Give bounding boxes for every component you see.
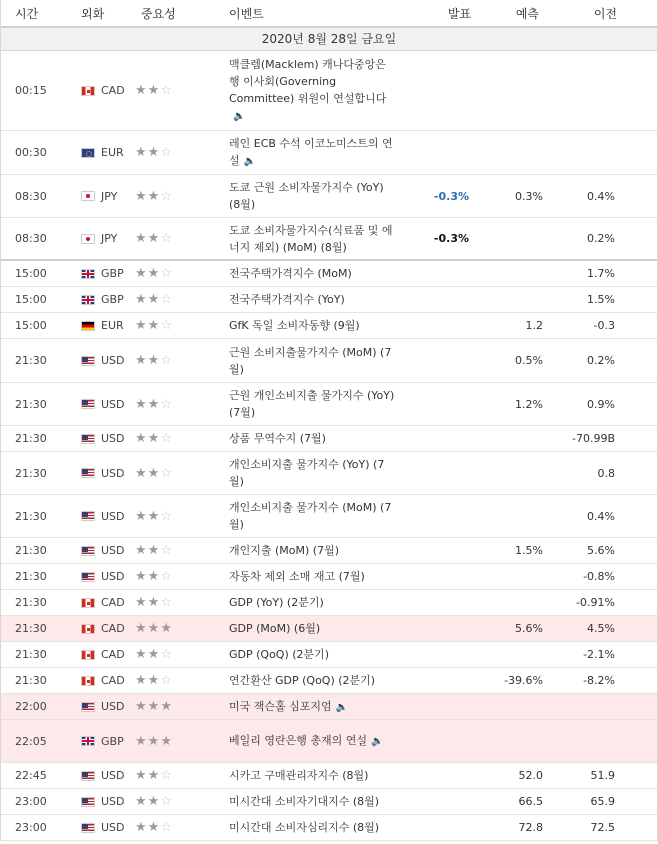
star-icon: ★ xyxy=(160,699,173,714)
flag-icon xyxy=(81,546,95,556)
table-row[interactable] xyxy=(1,218,657,261)
star-icon: ★ xyxy=(147,145,161,160)
star-icon: ★ xyxy=(135,353,148,368)
star-icon: ★ xyxy=(147,353,161,368)
star-icon: ★ xyxy=(135,188,148,204)
event-forecast: -39.6% xyxy=(504,674,543,687)
table-row[interactable] xyxy=(1,789,657,815)
flag-icon xyxy=(81,321,95,331)
importance-stars xyxy=(129,570,217,583)
star-icon: ★ xyxy=(135,318,148,333)
event-title[interactable]: 개인소비지출 물가지수 (YoY) (7월) xyxy=(229,458,385,488)
star-icon: ★ xyxy=(147,292,161,307)
event-time: 23:00 xyxy=(15,821,47,834)
currency-code: USD xyxy=(101,509,125,523)
star-icon: ☆ xyxy=(160,508,173,524)
event-name[interactable] xyxy=(217,620,401,637)
currency-code: USD xyxy=(101,821,125,834)
event-previous: -0.91% xyxy=(576,596,615,609)
star-icon: ★ xyxy=(135,794,148,809)
importance-stars xyxy=(129,432,217,445)
event-time: 15:00 xyxy=(15,319,47,332)
table-row[interactable] xyxy=(1,287,657,313)
event-name[interactable] xyxy=(217,179,401,213)
currency-code: CAD xyxy=(101,622,125,635)
event-time: 21:30 xyxy=(15,544,47,557)
flag-icon xyxy=(81,736,95,746)
star-icon: ★ xyxy=(135,595,148,610)
importance-stars xyxy=(129,674,217,687)
star-icon: ★ xyxy=(135,768,148,783)
importance-stars xyxy=(129,232,217,245)
table-row[interactable] xyxy=(1,495,657,538)
star-icon: ★ xyxy=(160,733,173,749)
event-name[interactable] xyxy=(217,672,401,689)
event-previous: 65.9 xyxy=(590,795,615,808)
event-name[interactable] xyxy=(217,222,401,256)
event-currency xyxy=(67,544,129,557)
currency-code: JPY xyxy=(101,232,118,245)
event-currency xyxy=(67,596,129,609)
star-icon: ★ xyxy=(135,465,148,481)
event-previous: -2.1% xyxy=(583,648,615,661)
currency-code: USD xyxy=(101,397,125,411)
star-icon: ★ xyxy=(135,699,148,714)
star-icon: ☆ xyxy=(160,145,173,160)
importance-stars xyxy=(129,769,217,782)
event-name[interactable] xyxy=(217,542,401,559)
event-currency xyxy=(67,821,129,834)
star-icon: ★ xyxy=(135,266,148,281)
event-currency xyxy=(67,795,129,808)
star-icon: ★ xyxy=(160,621,173,636)
header-forecast[interactable]: 예측 xyxy=(515,6,539,21)
header-previous[interactable]: 이전 xyxy=(593,6,617,21)
star-icon: ☆ xyxy=(160,768,173,783)
star-icon: ★ xyxy=(147,231,161,246)
star-icon: ★ xyxy=(147,820,161,835)
event-title[interactable]: 맥클렘(Macklem) 캐나다중앙은행 이사회(Governing Committee) 위원이 연설합니다 xyxy=(229,58,387,105)
event-title[interactable]: 베일리 영란은행 총재의 연설 xyxy=(229,734,368,747)
event-currency xyxy=(67,354,129,367)
importance-stars xyxy=(129,398,217,411)
event-previous: -0.3 xyxy=(593,319,615,332)
table-row[interactable] xyxy=(1,339,657,383)
event-time: 21:30 xyxy=(15,354,47,367)
event-previous: 1.5% xyxy=(587,293,615,306)
table-header xyxy=(1,0,657,28)
event-title[interactable]: 근원 소비지출물가지수 (MoM) (7월) xyxy=(229,345,392,376)
star-icon: ☆ xyxy=(160,543,173,558)
event-currency xyxy=(67,84,129,97)
star-icon: ★ xyxy=(147,647,161,662)
star-icon: ★ xyxy=(135,231,148,246)
star-icon: ★ xyxy=(135,820,148,835)
flag-icon xyxy=(81,399,95,409)
event-title[interactable]: GfK 독일 소비자동향 (9월) xyxy=(229,319,360,332)
star-icon: ☆ xyxy=(160,647,173,662)
currency-code: USD xyxy=(101,432,125,445)
star-icon: ★ xyxy=(135,145,148,160)
event-title[interactable]: GDP (QoQ) (2분기) xyxy=(229,648,330,661)
flag-icon xyxy=(81,148,95,158)
table-row[interactable] xyxy=(1,763,657,789)
event-name[interactable] xyxy=(217,135,401,170)
star-icon: ☆ xyxy=(160,292,173,307)
star-icon: ★ xyxy=(147,188,161,204)
event-currency xyxy=(67,146,129,159)
importance-stars xyxy=(129,648,217,661)
table-row[interactable] xyxy=(1,642,657,668)
importance-stars xyxy=(129,622,217,635)
event-time: 22:45 xyxy=(15,769,47,782)
event-name[interactable] xyxy=(217,265,401,282)
star-icon: ☆ xyxy=(160,266,173,281)
star-icon: ★ xyxy=(147,699,161,714)
event-title[interactable]: 전국주택가격지수 (YoY) xyxy=(229,293,345,306)
event-previous: 0.2% xyxy=(587,232,615,245)
currency-code: USD xyxy=(101,466,125,480)
flag-icon xyxy=(81,823,95,833)
event-time: 21:30 xyxy=(15,622,47,635)
star-icon: ★ xyxy=(147,318,161,333)
event-actual: -0.3% xyxy=(433,232,469,245)
event-time: 21:30 xyxy=(15,466,47,480)
event-forecast: 1.2% xyxy=(515,397,543,411)
table-row[interactable] xyxy=(1,616,657,642)
star-icon: ☆ xyxy=(160,794,173,809)
flag-icon xyxy=(81,702,95,712)
currency-code: USD xyxy=(101,769,125,782)
star-icon: ☆ xyxy=(160,569,173,584)
star-icon: ★ xyxy=(135,508,148,524)
flag-icon xyxy=(81,511,95,521)
event-time: 21:30 xyxy=(15,596,47,609)
currency-code: EUR xyxy=(101,146,124,159)
currency-code: USD xyxy=(101,570,125,583)
event-currency xyxy=(67,735,129,748)
flag-icon xyxy=(81,356,95,366)
header-time[interactable]: 시간 xyxy=(15,6,39,21)
star-icon: ★ xyxy=(147,621,161,636)
event-name[interactable] xyxy=(217,387,401,421)
event-title[interactable]: 자동차 제외 소매 재고 (7월) xyxy=(229,570,365,583)
event-previous: 4.5% xyxy=(587,622,615,635)
star-icon: ☆ xyxy=(160,820,173,835)
event-time: 00:30 xyxy=(15,146,47,159)
importance-stars xyxy=(129,700,217,713)
event-name[interactable] xyxy=(217,430,401,447)
currency-code: CAD xyxy=(101,596,125,609)
speaker-icon: 🔈 xyxy=(371,736,384,747)
star-icon: ★ xyxy=(135,647,148,662)
star-icon: ★ xyxy=(147,266,161,281)
event-time: 08:30 xyxy=(15,232,47,245)
importance-stars xyxy=(129,293,217,306)
header-currency[interactable]: 외화 xyxy=(81,6,105,21)
star-icon: ★ xyxy=(147,396,161,412)
event-currency xyxy=(67,190,129,203)
flag-icon xyxy=(81,86,95,96)
event-name[interactable] xyxy=(217,499,401,533)
star-icon: ★ xyxy=(147,673,161,688)
event-title[interactable]: 레인 ECB 수석 이코노미스트의 연설 xyxy=(229,137,393,167)
event-previous: 1.7% xyxy=(587,267,615,280)
event-name[interactable] xyxy=(217,317,401,334)
header-event[interactable]: 이벤트 xyxy=(229,6,264,21)
currency-code: CAD xyxy=(101,674,125,687)
star-icon: ☆ xyxy=(160,188,173,204)
flag-icon xyxy=(81,797,95,807)
flag-icon xyxy=(81,295,95,305)
importance-stars xyxy=(129,467,217,480)
star-icon: ★ xyxy=(147,431,161,446)
event-title[interactable]: 개인지출 (MoM) (7월) xyxy=(229,544,339,557)
importance-stars xyxy=(129,544,217,557)
star-icon: ☆ xyxy=(160,83,173,98)
star-icon: ★ xyxy=(147,465,161,481)
flag-icon xyxy=(81,269,95,279)
event-name[interactable] xyxy=(217,456,401,490)
currency-code: JPY xyxy=(101,189,118,203)
event-previous: -8.2% xyxy=(583,674,615,687)
star-icon: ★ xyxy=(147,768,161,783)
event-previous: -0.8% xyxy=(583,570,615,583)
event-time: 21:30 xyxy=(15,509,47,523)
event-time: 22:05 xyxy=(15,734,47,748)
event-forecast: 72.8 xyxy=(518,821,543,834)
table-row[interactable] xyxy=(1,815,657,841)
star-icon: ★ xyxy=(147,794,161,809)
event-currency xyxy=(67,648,129,661)
event-name[interactable] xyxy=(217,646,401,663)
star-icon: ★ xyxy=(135,733,148,749)
star-icon: ☆ xyxy=(160,318,173,333)
event-title[interactable]: 전국주택가격지수 (MoM) xyxy=(229,267,352,280)
event-forecast: 5.6% xyxy=(515,622,543,635)
event-name[interactable] xyxy=(217,568,401,585)
event-currency xyxy=(67,432,129,445)
currency-code: USD xyxy=(101,795,125,808)
importance-stars xyxy=(129,190,217,203)
star-icon: ☆ xyxy=(160,673,173,688)
event-time: 21:30 xyxy=(15,648,47,661)
flag-icon xyxy=(81,771,95,781)
event-title[interactable]: 미시간대 소비자기대지수 (8월) xyxy=(229,795,380,808)
event-currency xyxy=(67,510,129,523)
table-row[interactable] xyxy=(1,313,657,339)
header-actual[interactable]: 발표 xyxy=(447,6,471,21)
importance-stars xyxy=(129,735,217,748)
header-importance[interactable]: 중요성 xyxy=(141,6,176,21)
event-currency xyxy=(67,622,129,635)
event-time: 15:00 xyxy=(15,293,47,306)
star-icon: ☆ xyxy=(160,465,173,481)
event-name[interactable] xyxy=(217,56,401,125)
flag-icon xyxy=(81,572,95,582)
event-title[interactable]: 미국 잭슨홀 심포지엄 xyxy=(229,699,332,713)
event-time: 00:15 xyxy=(15,84,47,97)
star-icon: ★ xyxy=(135,83,148,98)
event-name[interactable] xyxy=(217,344,401,378)
event-title[interactable]: 상품 무역수지 (7월) xyxy=(229,432,326,445)
event-title[interactable]: 개인소비지출 물가지수 (MoM) (7월) xyxy=(229,501,392,531)
event-title[interactable]: GDP (MoM) (6월) xyxy=(229,622,321,635)
table-row[interactable] xyxy=(1,131,657,175)
event-name[interactable] xyxy=(217,793,401,810)
event-previous: 51.9 xyxy=(590,769,615,782)
event-previous: 0.4% xyxy=(587,509,615,523)
speaker-icon: 🔈 xyxy=(233,111,246,122)
table-row[interactable] xyxy=(1,452,657,495)
star-icon: ★ xyxy=(135,673,148,688)
event-title[interactable]: 도쿄 근원 소비자물가지수 (YoY) (8월) xyxy=(229,181,384,211)
importance-stars xyxy=(129,319,217,332)
star-icon: ☆ xyxy=(160,396,173,412)
event-currency xyxy=(67,398,129,411)
event-previous: 72.5 xyxy=(590,821,615,834)
currency-code: USD xyxy=(101,544,125,557)
star-icon: ★ xyxy=(147,733,161,749)
star-icon: ★ xyxy=(135,543,148,558)
table-row[interactable] xyxy=(1,426,657,452)
event-name[interactable] xyxy=(217,819,401,836)
event-forecast: 66.5 xyxy=(518,795,543,808)
event-time: 21:30 xyxy=(15,674,47,687)
event-actual: -0.3% xyxy=(433,189,469,203)
event-forecast: 0.5% xyxy=(515,354,543,367)
table-row[interactable] xyxy=(1,590,657,616)
event-title[interactable]: GDP (YoY) (2분기) xyxy=(229,596,324,609)
star-icon: ★ xyxy=(135,621,148,636)
event-name[interactable] xyxy=(217,291,401,308)
event-forecast: 1.5% xyxy=(515,544,543,557)
event-currency xyxy=(67,570,129,583)
flag-icon xyxy=(81,624,95,634)
event-currency xyxy=(67,769,129,782)
star-icon: ☆ xyxy=(160,231,173,246)
event-currency xyxy=(67,232,129,245)
importance-stars xyxy=(129,146,217,159)
star-icon: ☆ xyxy=(160,431,173,446)
event-name[interactable] xyxy=(217,594,401,611)
table-row[interactable] xyxy=(1,538,657,564)
event-time: 23:00 xyxy=(15,795,47,808)
flag-icon xyxy=(81,598,95,608)
star-icon: ★ xyxy=(147,543,161,558)
table-row[interactable] xyxy=(1,564,657,590)
importance-stars xyxy=(129,821,217,834)
event-currency xyxy=(67,467,129,480)
speaker-icon: 🔈 xyxy=(243,156,257,167)
event-time: 15:00 xyxy=(15,267,47,280)
table-row[interactable] xyxy=(1,694,657,720)
importance-stars xyxy=(129,267,217,280)
event-title[interactable]: 연간환산 GDP (QoQ) (2분기) xyxy=(229,674,376,687)
date-label: 2020년 8월 28일 금요일 xyxy=(1,28,657,51)
importance-stars xyxy=(129,510,217,523)
event-previous: 0.8 xyxy=(597,466,615,480)
currency-code: USD xyxy=(101,700,125,713)
importance-stars xyxy=(129,795,217,808)
currency-code: CAD xyxy=(101,84,125,97)
event-currency xyxy=(67,674,129,687)
flag-icon xyxy=(81,676,95,686)
currency-code: GBP xyxy=(101,267,124,280)
event-list xyxy=(1,51,657,841)
table-row[interactable] xyxy=(1,51,657,131)
star-icon: ★ xyxy=(147,508,161,524)
event-time: 21:30 xyxy=(15,432,47,445)
table-row[interactable] xyxy=(1,383,657,426)
event-time: 08:30 xyxy=(15,189,47,203)
star-icon: ★ xyxy=(147,569,161,584)
event-currency xyxy=(67,267,129,280)
event-forecast: 52.0 xyxy=(518,769,543,782)
flag-icon xyxy=(81,191,95,201)
event-previous: 5.6% xyxy=(587,544,615,557)
event-forecast: 0.3% xyxy=(515,189,543,203)
event-name[interactable] xyxy=(217,698,401,716)
event-previous: -70.99B xyxy=(571,432,615,445)
table-row[interactable] xyxy=(1,720,657,763)
event-previous: 0.9% xyxy=(587,397,615,411)
event-forecast: 1.2 xyxy=(525,319,543,332)
star-icon: ★ xyxy=(135,396,148,412)
flag-icon xyxy=(81,468,95,478)
currency-code: GBP xyxy=(101,734,124,748)
star-icon: ★ xyxy=(147,595,161,610)
currency-code: GBP xyxy=(101,293,124,306)
event-time: 21:30 xyxy=(15,570,47,583)
star-icon: ☆ xyxy=(160,353,173,368)
event-currency xyxy=(67,319,129,332)
event-previous: 0.4% xyxy=(587,189,615,203)
event-previous: 0.2% xyxy=(587,354,615,367)
star-icon: ☆ xyxy=(160,595,173,610)
importance-stars xyxy=(129,354,217,367)
flag-icon xyxy=(81,434,95,444)
event-title[interactable]: 미시간대 소비자심리지수 (8월) xyxy=(229,821,380,834)
event-time: 21:30 xyxy=(15,397,47,411)
currency-code: CAD xyxy=(101,648,125,661)
table-row[interactable] xyxy=(1,261,657,287)
star-icon: ★ xyxy=(135,292,148,307)
importance-stars xyxy=(129,84,217,97)
speaker-icon: 🔈 xyxy=(335,701,349,713)
event-title[interactable]: 근원 개인소비지출 물가지수 (YoY) (7월) xyxy=(229,389,395,419)
importance-stars xyxy=(129,596,217,609)
currency-code: EUR xyxy=(101,319,124,332)
table-row[interactable] xyxy=(1,668,657,694)
event-name[interactable] xyxy=(217,732,401,750)
star-icon: ★ xyxy=(135,431,148,446)
event-name[interactable] xyxy=(217,767,401,784)
flag-icon xyxy=(81,234,95,244)
table-row[interactable] xyxy=(1,175,657,218)
event-currency xyxy=(67,700,129,713)
star-icon: ★ xyxy=(147,83,161,98)
event-currency xyxy=(67,293,129,306)
star-icon: ★ xyxy=(135,569,148,584)
event-title[interactable]: 도쿄 소비자물가지수(식료품 및 에너지 제외) (MoM) (8월) xyxy=(229,223,393,254)
event-time: 22:00 xyxy=(15,700,47,713)
flag-icon xyxy=(81,650,95,660)
currency-code: USD xyxy=(101,354,125,367)
event-title[interactable]: 시카고 구매관리자지수 (8월) xyxy=(229,769,369,782)
